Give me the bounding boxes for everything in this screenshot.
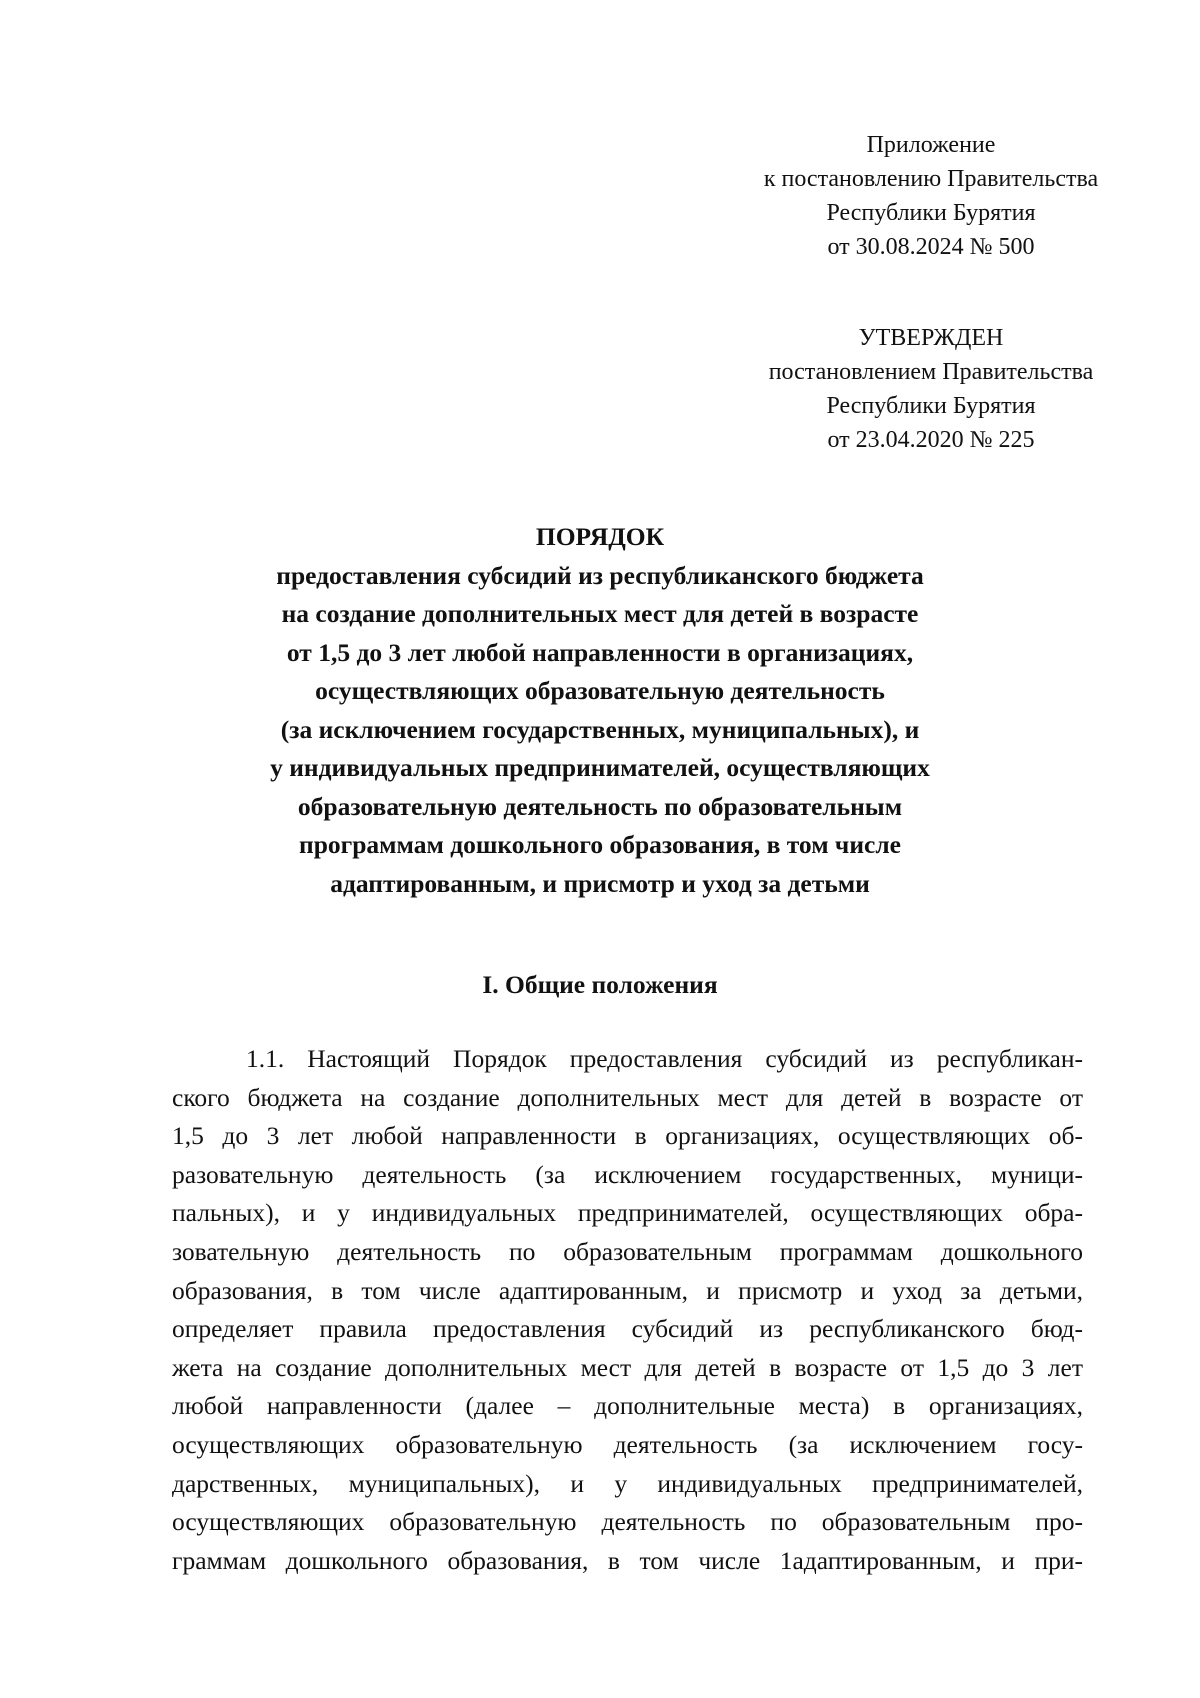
document-title-heading: ПОРЯДОК (535, 522, 665, 551)
approved-stamp-line: Республики Бурятия (826, 393, 1036, 419)
document-title-line: предоставления субсидий из республиканского бюджета (276, 560, 924, 590)
paragraph-line: граммам дошкольного образования, в том числе 1адаптированным, и при- (172, 1545, 1083, 1575)
appendix-stamp (751, 128, 1111, 264)
paragraph-line: осуществляющих образовательную деятельность (за исключением госу- (172, 1429, 1083, 1459)
document-title-line: на создание дополнительных мест для детей в возрасте (281, 599, 919, 628)
paragraph-line: 1.1. Настоящий Порядок предоставления субсидий из республикан- (246, 1044, 1083, 1073)
paragraph-line: зовательную деятельность по образовательным программам дошкольного (172, 1236, 1083, 1266)
paragraph-line: определяет правила предоставления субсидий из республиканского бюд- (172, 1314, 1083, 1344)
appendix-stamp-line: к постановлению Правительства (763, 166, 1099, 192)
paragraph-line: пальных), и у индивидуальных предпринимателей, осуществляющих обра- (172, 1198, 1083, 1228)
document-title-line: от 1,5 до 3 лет любой направленности в организациях, (286, 637, 914, 667)
document-title-line: осуществляющих образовательную деятельность (315, 676, 885, 705)
section-heading: I. Общие положения (482, 970, 718, 999)
paragraph-line: образования, в том числе адаптированным, и присмотр и уход за детьми, (172, 1275, 1083, 1305)
approved-stamp (751, 321, 1111, 457)
document-title-line: образовательную деятельность по образовательным (297, 791, 903, 821)
paragraph-line: любой направленности (далее – дополнительные места) в организациях, (172, 1391, 1083, 1421)
approved-stamp-line: постановлением Правительства (768, 359, 1094, 385)
paragraph-line: ского бюджета на создание дополнительных мест для детей в возрасте от (172, 1082, 1083, 1112)
approved-stamp-line: от 23.04.2020 № 225 (827, 427, 1035, 453)
document-title-line: (за исключением государственных, муниципальных), и (280, 714, 920, 744)
document-title-line: у индивидуальных предпринимателей, осуществляющих (270, 753, 930, 782)
paragraph-1-1 (172, 1040, 1083, 1580)
approved-stamp-line: УТВЕРЖДЕН (858, 325, 1004, 351)
document-title-line: программам дошкольного образования, в том числе (299, 830, 901, 859)
paragraph-line: осуществляющих образовательную деятельность по образовательным про- (172, 1507, 1083, 1537)
appendix-stamp-line: от 30.08.2024 № 500 (827, 234, 1035, 260)
appendix-stamp-line: Приложение (866, 132, 996, 158)
paragraph-line: разовательную деятельность (за исключением государственных, муници- (172, 1159, 1083, 1189)
document-title (200, 518, 1000, 903)
paragraph-line: 1,5 до 3 лет любой направленности в организациях, осуществляющих об- (172, 1121, 1083, 1151)
appendix-stamp-line: Республики Бурятия (826, 200, 1036, 226)
paragraph-line: жета на создание дополнительных мест для детей в возрасте от 1,5 до 3 лет (172, 1352, 1083, 1382)
document-title-line: адаптированным, и присмотр и уход за детьми (330, 868, 870, 898)
paragraph-line: дарственных, муниципальных), и у индивидуальных предпринимателей, (172, 1468, 1083, 1498)
